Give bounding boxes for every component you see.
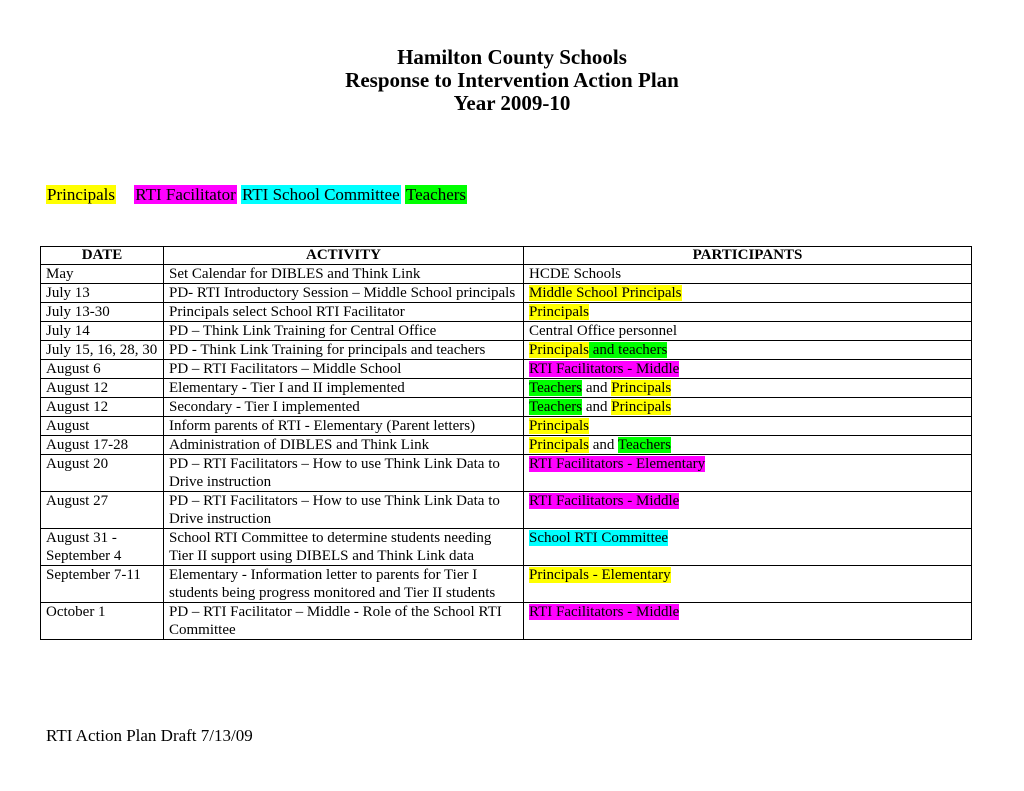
table-row — [41, 529, 972, 566]
cell-date: August — [41, 417, 164, 436]
cell-date: August 12 — [41, 379, 164, 398]
participant-text: and teachers — [589, 342, 668, 358]
cell-date: July 14 — [41, 322, 164, 341]
document-title — [0, 46, 1024, 115]
participant-text: Principals — [611, 380, 672, 396]
cell-date: August 12 — [41, 398, 164, 417]
title-line: Hamilton County Schools — [397, 45, 627, 69]
subtitle-line: Response to Intervention Action Plan — [345, 68, 679, 92]
table-row — [41, 303, 972, 322]
participant-text: and — [589, 437, 618, 453]
cell-participants — [524, 455, 972, 492]
cell-activity: PD – RTI Facilitators – How to use Think Link Data to Drive instruction — [164, 455, 524, 492]
table-header-row — [41, 247, 972, 265]
legend-rti-school-committee: RTI School Committee — [241, 185, 400, 204]
cell-date: July 13-30 — [41, 303, 164, 322]
participant-text: and — [582, 380, 612, 396]
table-row — [41, 603, 972, 640]
participant-text: Teachers — [617, 437, 671, 453]
header-activity: ACTIVITY — [164, 247, 524, 265]
participant-text: RTI Facilitators - Middle — [529, 493, 680, 509]
cell-participants — [524, 398, 972, 417]
year-line: Year 2009-10 — [453, 91, 571, 115]
table-row — [41, 436, 972, 455]
cell-date: October 1 — [41, 603, 164, 640]
action-plan-table — [40, 246, 972, 640]
table-row — [41, 341, 972, 360]
participant-text: School RTI Committee — [529, 530, 669, 546]
cell-activity: Inform parents of RTI - Elementary (Parent letters) — [164, 417, 524, 436]
participant-text: Central Office personnel — [529, 323, 678, 339]
cell-participants — [524, 566, 972, 603]
cell-date: September 7-11 — [41, 566, 164, 603]
cell-activity: PD – RTI Facilitators – How to use Think Link Data to Drive instruction — [164, 492, 524, 529]
cell-activity: PD – Think Link Training for Central Office — [164, 322, 524, 341]
table-row — [41, 265, 972, 284]
cell-participants — [524, 303, 972, 322]
cell-date: July 15, 16, 28, 30 — [41, 341, 164, 360]
participant-text: Principals — [529, 418, 589, 434]
participant-text: RTI Facilitators - Elementary — [529, 456, 706, 472]
cell-activity: Elementary - Tier I and II implemented — [164, 379, 524, 398]
cell-participants — [524, 322, 972, 341]
cell-participants — [524, 284, 972, 303]
header-date: DATE — [41, 247, 164, 265]
participant-text: RTI Facilitators - Middle — [529, 361, 680, 377]
participant-text: Principals - Elementary — [529, 567, 671, 583]
cell-activity: PD - Think Link Training for principals and teachers — [164, 341, 524, 360]
cell-participants — [524, 603, 972, 640]
cell-activity: Administration of DIBLES and Think Link — [164, 436, 524, 455]
participant-text: Principals — [529, 342, 589, 358]
footer-note: RTI Action Plan Draft 7/13/09 — [46, 726, 253, 745]
participant-text: Principals — [529, 304, 589, 320]
cell-date: July 13 — [41, 284, 164, 303]
cell-participants — [524, 417, 972, 436]
participant-text: Middle School Principals — [529, 285, 682, 301]
cell-activity: School RTI Committee to determine students needing Tier II support using DIBELS and Think Link data — [164, 529, 524, 566]
table-row — [41, 322, 972, 341]
participant-text: HCDE Schools — [529, 266, 622, 282]
table-row — [41, 566, 972, 603]
cell-participants — [524, 529, 972, 566]
cell-date: August 20 — [41, 455, 164, 492]
cell-participants — [524, 265, 972, 284]
participant-text: and — [582, 399, 612, 415]
header-participants: PARTICIPANTS — [524, 247, 972, 265]
table-row — [41, 284, 972, 303]
cell-activity: PD- RTI Introductory Session – Middle School principals — [164, 284, 524, 303]
participant-text: Teachers — [529, 399, 583, 415]
legend-rti-facilitator: RTI Facilitator — [135, 185, 236, 204]
participant-text: Principals — [529, 437, 589, 453]
cell-date: May — [41, 265, 164, 284]
cell-activity: PD – RTI Facilitators – Middle School — [164, 360, 524, 379]
cell-participants — [524, 379, 972, 398]
cell-participants — [524, 492, 972, 529]
legend-principals: Principals — [47, 185, 115, 204]
cell-date: August 31 - September 4 — [41, 529, 164, 566]
participant-text: RTI Facilitators - Middle — [529, 604, 680, 620]
cell-participants — [524, 341, 972, 360]
table-body — [41, 265, 972, 640]
cell-date: August 6 — [41, 360, 164, 379]
cell-participants — [524, 360, 972, 379]
cell-activity: Secondary - Tier I implemented — [164, 398, 524, 417]
table-row — [41, 455, 972, 492]
cell-date: August 27 — [41, 492, 164, 529]
table-row — [41, 492, 972, 529]
table-row — [41, 360, 972, 379]
table-row — [41, 379, 972, 398]
legend-teachers: Teachers — [405, 185, 467, 204]
participant-text: Teachers — [529, 380, 583, 396]
cell-date: August 17-28 — [41, 436, 164, 455]
table-row — [41, 417, 972, 436]
cell-participants — [524, 436, 972, 455]
table-row — [41, 398, 972, 417]
participant-text: Principals — [611, 399, 672, 415]
cell-activity: PD – RTI Facilitator – Middle - Role of the School RTI Committee — [164, 603, 524, 640]
cell-activity: Principals select School RTI Facilitator — [164, 303, 524, 322]
highlight-legend — [46, 184, 467, 206]
cell-activity: Elementary - Information letter to parents for Tier I students being progress monitored and Tier II students — [164, 566, 524, 603]
cell-activity: Set Calendar for DIBLES and Think Link — [164, 265, 524, 284]
